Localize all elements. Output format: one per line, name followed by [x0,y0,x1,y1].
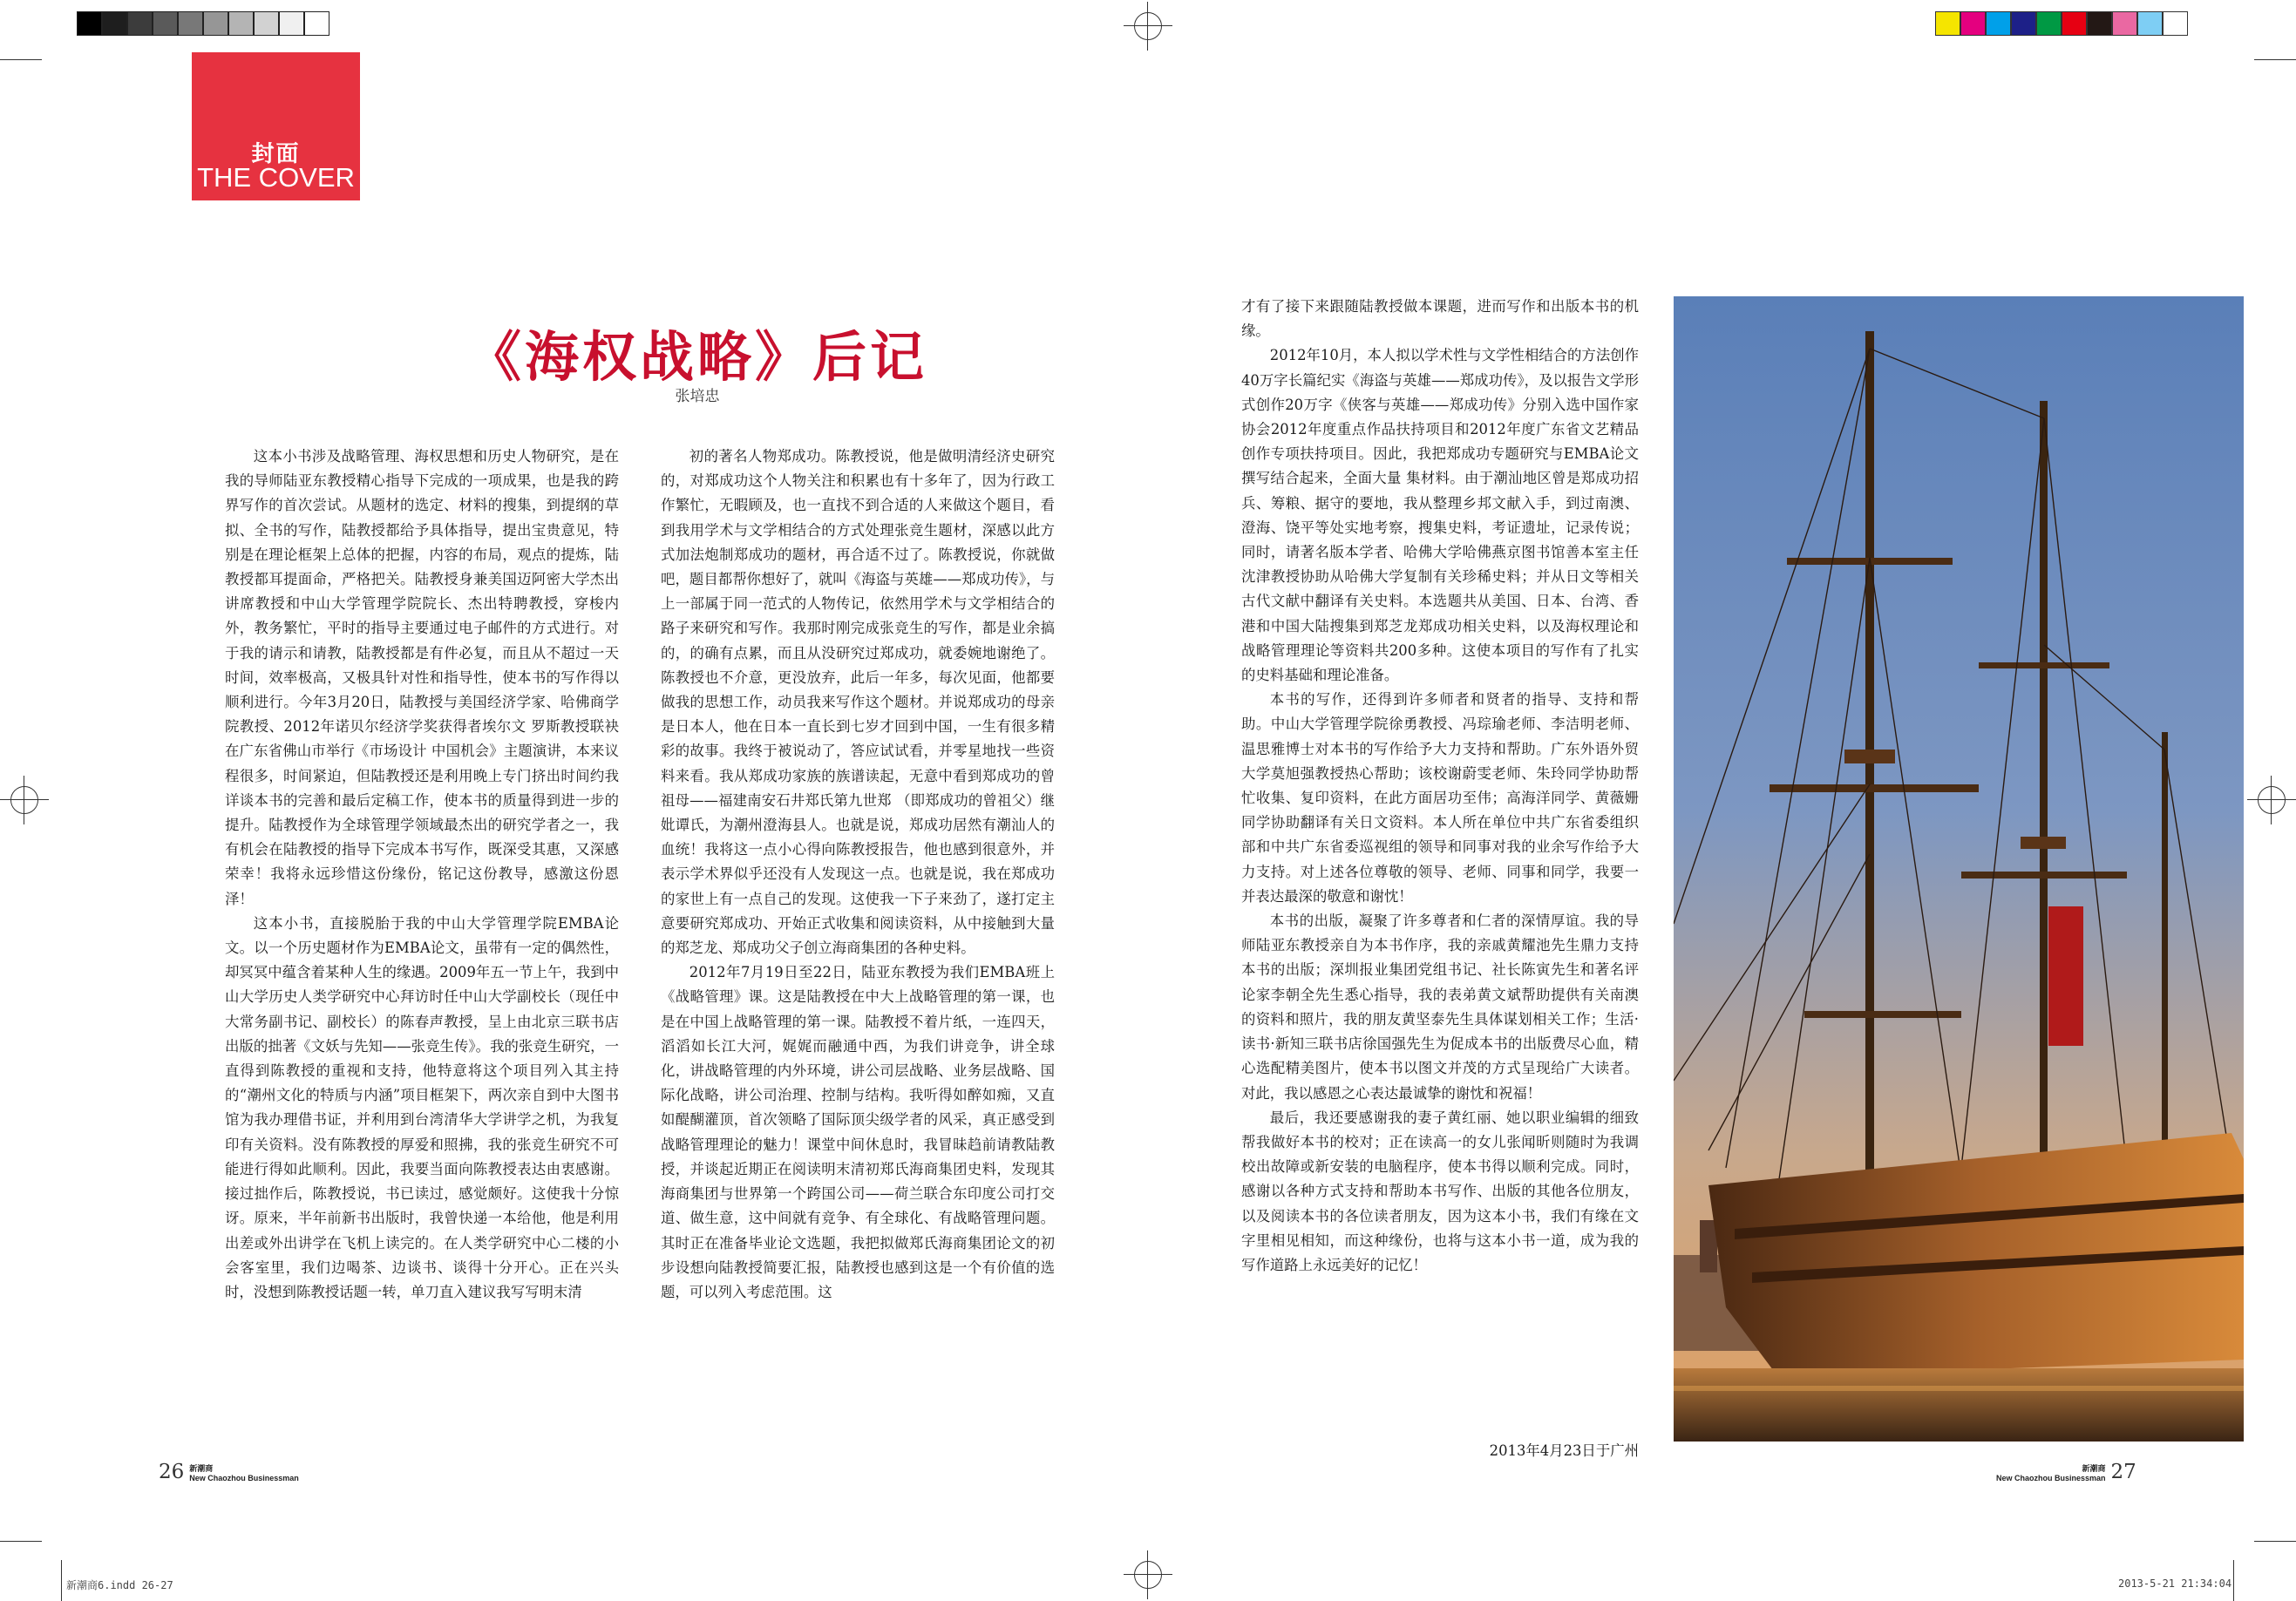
file-slug: 新潮商6.indd 26-27 [66,1579,173,1591]
registration-mark-right [2252,781,2291,819]
crop-mark [0,59,42,60]
text-column-3 [1241,295,1639,1278]
paragraph: 初的著名人物郑成功。陈教授说，他是做明清经济史研究的，对郑成功这个人物关注和积累也有十多年了，因为行政工作繁忙，无暇顾及，也一直找不到合适的人来做这个题目，看到我用学术与文学相结合的方式处理张竞生题材，深感以此方式加法炮制郑成功的题材，再合适不过了。陈教授说，你就做吧，题目都帮你想好了，就叫《海盗与英雄——郑成功传》，与上一部属于同一范式的人物传记，依然用学术与文学相结合的路子来研究和写作。我那时刚完成张竞生的写作，都是业余搞的，的确有点累，而且从没研究过郑成功，就委婉地谢绝了。陈教授也不介意，更没放弃，此后一年多，每次见面，他都要做我的思想工作，动员我来写作这个题材。并说郑成功的母亲是日本人，他在日本一直长到七岁才回到中国，一生有很多精彩的故事。我终于被说动了，答应试试看，并零星地找一些资料来看。我从郑成功家族的族谱读起，无意中看到郑成功的曾祖母——福建南安石井郑氏第九世郑 （即郑成功的曾祖父）继妣谭氏，为潮州澄海县人。也就是说，郑成功居然有潮汕人的血统！我将这一点小心得向陈教授报告，他也感到很意外，并表示学术界似乎还没有人发现这一点。也就是说，我在郑成功的家世上有一点自己的发现。这使我一下子来劲了，遂打定主意要研究郑成功、开始正式收集和阅读资料，从中接触到大量的郑芝龙、郑成功父子创立海商集团的各种史料。 [661,448,1055,957]
crop-mark [2233,1560,2234,1601]
color-swatch [2036,11,2062,36]
gray-swatch [153,11,178,36]
text-column-2 [661,444,1055,1305]
color-swatch [1986,11,2011,36]
crop-mark [61,1560,62,1601]
gray-swatch [228,11,254,36]
gray-swatch [279,11,304,36]
paragraph: 本书的出版，凝聚了许多尊者和仁者的深情厚谊。我的导师陆亚东教授亲自为本书作序，我的亲戚黄耀池先生鼎力支持本书的出版；深圳报业集团党组书记、社长陈寅先生和著名评论家李朝全先生悉心指导，我的表弟黄文斌帮助提供有关南澳的资料和照片，我的朋友黄坚泰先生具体谋划相关工作；生活·读书·新知三联书店徐国强先生为促成本书的出版费尽心血，精心选配精美图片，使本书以图文并茂的方式呈现给广大读者。对此，我以感恩之心表达最诚挚的谢忱和祝福！ [1241,912,1639,1102]
badge-en-label: THE COVER [197,162,355,193]
color-swatch [1935,11,1960,36]
color-swatch [2137,11,2163,36]
page-number-right: 27 [2110,1461,2136,1483]
paragraph: 这本小书涉及战略管理、海权思想和历史人物研究，是在我的导师陆亚东教授精心指导下完成的一项成果，也是我的跨界写作的首次尝试。从题材的选定、材料的搜集，到提纲的草拟、全书的写作，陆教授都给予具体指导，提出宝贵意见，特别是在理论框架上总体的把握，内容的布局，观点的提炼，陆教授都耳提面命，严格把关。陆教授身兼美国迈阿密大学杰出讲席教授和中山大学管理学院院长、杰出特聘教授，穿梭内外，教务繁忙，平时的指导主要通过电子邮件的方式进行。对于我的请示和请教，陆教授都是有件必复，而且从不超过一天时间，效率极高，又极具针对性和指导性，使本书的写作得以顺利进行。今年3月20日，陆教授与美国经济学家、哈佛商学院教授、2012年诺贝尔经济学奖获得者埃尔文 罗斯教授联袂在广东省佛山市举行《市场设计 中国机会》主题演讲，本来议程很多，时间紧迫，但陆教授还是利用晚上专门挤出时间约我详谈本书的完善和最后定稿工作，使本书的质量得到进一步的提升。陆教授作为全球管理学领域最杰出的研究学者之一，我有机会在陆教授的指导下完成本书写作，既深受其惠，又深感荣幸！我将永远珍惜这份缘份，铭记这份教导，感激这份恩泽！ [225,448,619,907]
paragraph: 2012年7月19日至22日，陆亚东教授为我们EMBA班上《战略管理》课。这是陆教授在中大上战略管理的第一课，也是在中国上战略管理的第一课。陆教授不着片纸，一连四天，滔滔如长江大河，娓娓而融通中西，为我们讲竞争，讲全球化，讲战略管理的内外环境，讲公司层战略、业务层战略、国际化战略，讲公司治理、控制与结构。我听得如醉如痴，又直如醍醐灌顶，首次领略了国际顶尖级学者的风采，真正感受到战略管理理论的魅力！课堂中间休息时，我冒昧趋前请教陆教授，并谈起近期正在阅读明末清初郑氏海商集团史料，发现其海商集团与世界第一个跨国公司——荷兰联合东印度公司打交道、做生意，这中间就有竞争、有全球化、有战略管理问题。其时正在准备毕业论文选题，我把拟做郑氏海商集团论文的初步设想向陆教授简要汇报，陆教授也感到这是一个有价值的选题，可以列入考虑范围。这 [661,964,1055,1300]
color-calibration-bar [1935,11,2188,37]
color-swatch [2112,11,2137,36]
magazine-cn: 新潮商 [189,1464,214,1473]
paragraph: 这本小书，直接脱胎于我的中山大学管理学院EMBA论文。以一个历史题材作为EMBA论文，虽带有一定的偶然性，却冥冥中蕴含着某种人生的缘遇。2009年五一节上午，我到中山大学历史人类学研究中心拜访时任中山大学副校长（现任中大常务副书记、副校长）的陈春声教授，呈上由北京三联书店出版的拙著《文妖与先知——张竞生传》。我的张竞生研究，一直得到陈教授的重视和支持，他特意将这个项目列入其主持的“潮州文化的特质与内涵”项目框架下，两次亲自到中大图书馆为我办理借书证，并利用到台湾清华大学讲学之机，为我复印有关资料。没有陈教授的厚爱和照拂，我的张竞生研究不可能进行得如此顺利。因此，我要当面向陈教授表达由衷感谢。接过拙作后，陈教授说，书已读过，感觉颇好。这使我十分惊讶。原来，半年前新书出版时，我曾快递一本给他，他是利用出差或外出讲学在飞机上读完的。在人类学研究中心二楼的小会客室里，我们边喝茶、边谈书、谈得十分开心。正在兴头时，没想到陈教授话题一转，单刀直入建议我写写明末清 [225,914,619,1300]
paragraph: 才有了接下来跟随陆教授做本课题，进而写作和出版本书的机缘。 [1241,298,1639,340]
ship-illustration [1674,296,2244,1442]
magazine-name-right [1996,1464,2106,1483]
cover-section-badge [192,52,360,200]
crop-mark [0,1541,42,1542]
magazine-name-left [189,1464,299,1483]
paragraph: 本书的写作，还得到许多师者和贤者的指导、支持和帮助。中山大学管理学院徐勇教授、冯琮瑜老师、李洁明老师、温思雅博士对本书的写作给予大力支持和帮助。广东外语外贸大学莫旭强教授热心帮助；该校谢蔚雯老师、朱玲同学协助帮忙收集、复印资料，在此方面居功至伟；高海洋同学、黄薇姗同学协助翻译有关日文资料。本人所在单位中共广东省委组织部和中共广东省委巡视组的领导和同事对我的业余写作给予大力支持。对上述各位尊敬的领导、老师、同事和同学，我要一并表达最深的敬意和谢忱！ [1241,691,1639,905]
gray-swatch [254,11,279,36]
registration-mark-bottom [1129,1556,1167,1594]
crop-mark [2254,59,2296,60]
timestamp-slug: 2013-5-21 21:34:04 [2118,1577,2232,1590]
color-swatch [2062,11,2087,36]
color-swatch [2011,11,2036,36]
grayscale-calibration-bar [77,11,329,37]
gray-swatch [127,11,153,36]
gray-swatch [304,11,329,36]
text-column-1 [225,444,619,1305]
registration-mark-left [5,781,44,819]
gray-swatch [77,11,102,36]
crop-mark [2254,1541,2296,1542]
registration-mark-top [1129,7,1167,45]
gray-swatch [178,11,203,36]
magazine-en: New Chaozhou Businessman [1996,1474,2106,1482]
magazine-cn: 新潮商 [2082,1464,2106,1473]
paragraph: 最后，我还要感谢我的妻子黄红丽、她以职业编辑的细致帮我做好本书的校对；正在读高一的女儿张闻昕则随时为我调校出故障或新安装的电脑程序，使本书得以顺利完成。同时，感谢以各种方式支持和帮助本书写作、出版的其他各位朋友，以及阅读本书的各位读者朋友，因为这本小书，我们有缘在文字里相见相知，而这种缘份，也将与这本小书一道，成为我的写作道路上永远美好的记忆！ [1241,1109,1639,1273]
folio-left [159,1461,299,1483]
folio-right [1996,1461,2136,1483]
gray-swatch [102,11,127,36]
color-swatch [2163,11,2188,36]
page-number-left: 26 [159,1461,185,1483]
badge-cn-label: 封面 [251,141,301,167]
color-swatch [2087,11,2112,36]
article-author: 张培忠 [675,388,720,405]
magazine-en: New Chaozhou Businessman [189,1474,299,1482]
color-swatch [1960,11,1986,36]
gray-swatch [203,11,228,36]
galleon-ship-photo [1674,296,2244,1442]
paragraph: 2012年10月，本人拟以学术性与文学性相结合的方法创作40万字长篇纪实《海盗与英雄——郑成功传》，及以报告文学形式创作20万字《侠客与英雄——郑成功传》分别入选中国作家协会2012年度重点作品扶持项目和2012年度广东省文艺精品创作专项扶持项目。因此，我把郑成功专题研究与EMBA论文撰写结合起来，全面大量 集材料。由于潮汕地区曾是郑成功招兵、筹粮、据守的要地，我从整理乡邦文献入手，到过南澳、澄海、饶平等处实地考察，搜集史料，考证遗址，记录传说；同时，请著名版本学者、哈佛大学哈佛燕京图书馆善本室主任沈津教授协助从哈佛大学复制有关珍稀史料；并从日文等相关古代文献中翻译有关史料。本选题共从美国、日本、台湾、香港和中国大陆搜集到郑芝龙郑成功相关史料，以及海权理论和战略管理理论等资料共200多种。这使本项目的写作有了扎实的史料基础和理论准备。 [1241,347,1639,684]
signoff-date: 2013年4月23日于广州 [1489,1442,1639,1459]
article-title: 《海权战略》后记 [466,325,927,389]
